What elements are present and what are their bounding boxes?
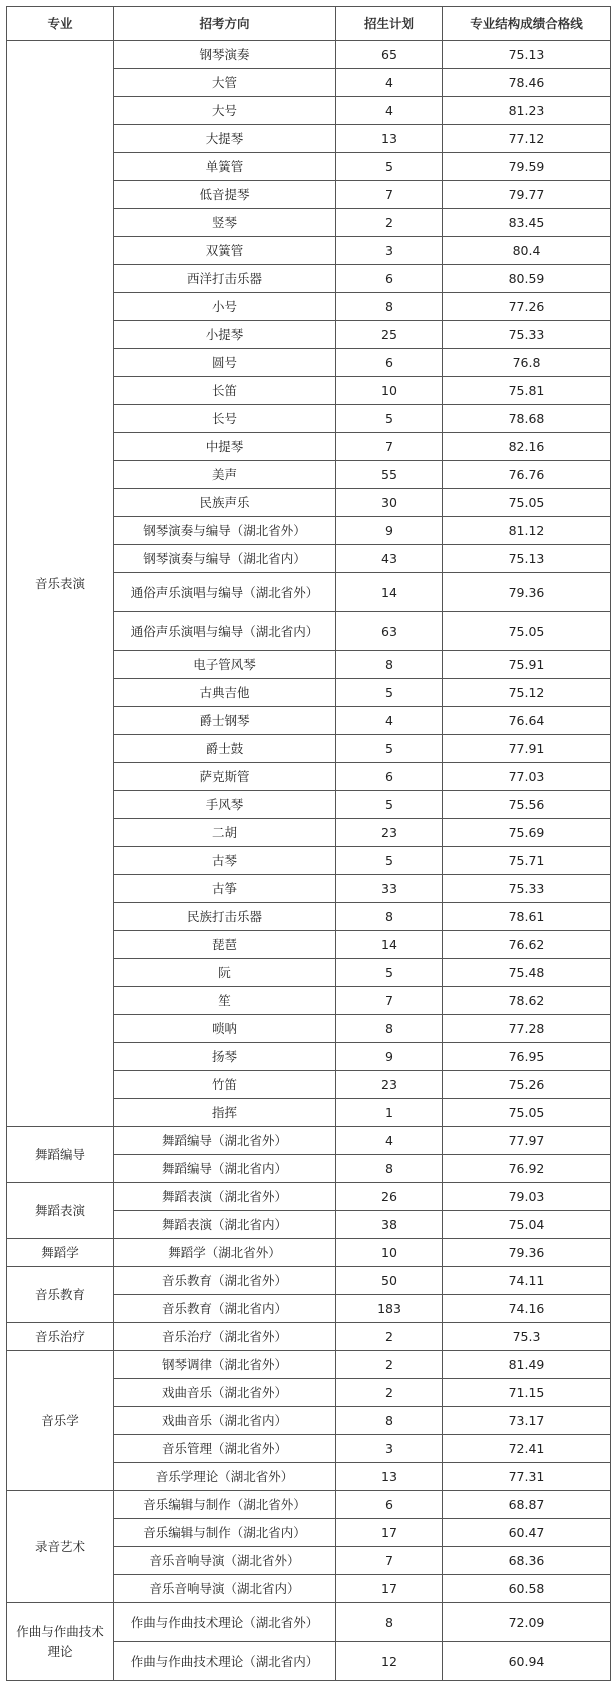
plan-cell: 65: [336, 41, 443, 69]
plan-cell: 43: [336, 545, 443, 573]
plan-cell: 6: [336, 349, 443, 377]
direction-cell: 钢琴调律（湖北省外）: [114, 1351, 336, 1379]
score-cell: 75.04: [443, 1211, 611, 1239]
direction-cell: 笙: [114, 987, 336, 1015]
score-cell: 75.33: [443, 875, 611, 903]
plan-cell: 38: [336, 1211, 443, 1239]
direction-cell: 音乐治疗（湖北省外）: [114, 1323, 336, 1351]
direction-cell: 圆号: [114, 349, 336, 377]
direction-cell: 唢呐: [114, 1015, 336, 1043]
plan-cell: 5: [336, 405, 443, 433]
major-cell: 音乐表演: [7, 41, 114, 1127]
plan-cell: 8: [336, 903, 443, 931]
direction-cell: 指挥: [114, 1099, 336, 1127]
direction-cell: 长笛: [114, 377, 336, 405]
direction-cell: 双簧管: [114, 237, 336, 265]
plan-cell: 5: [336, 847, 443, 875]
table-row: [7, 1603, 611, 1642]
direction-cell: 长号: [114, 405, 336, 433]
score-cell: 74.16: [443, 1295, 611, 1323]
score-cell: 77.91: [443, 735, 611, 763]
score-cell: 75.33: [443, 321, 611, 349]
score-cell: 74.11: [443, 1267, 611, 1295]
major-cell: 舞蹈学: [7, 1239, 114, 1267]
direction-cell: 音乐管理（湖北省外）: [114, 1435, 336, 1463]
score-cell: 79.03: [443, 1183, 611, 1211]
direction-cell: 音乐学理论（湖北省外）: [114, 1463, 336, 1491]
score-cell: 77.28: [443, 1015, 611, 1043]
plan-cell: 9: [336, 517, 443, 545]
plan-cell: 5: [336, 791, 443, 819]
direction-cell: 通俗声乐演唱与编导（湖北省内）: [114, 612, 336, 651]
score-cell: 81.23: [443, 97, 611, 125]
header-plan: 招生计划: [336, 7, 443, 41]
direction-cell: 手风琴: [114, 791, 336, 819]
score-cell: 82.16: [443, 433, 611, 461]
score-cell: 78.46: [443, 69, 611, 97]
plan-cell: 4: [336, 1127, 443, 1155]
score-cell: 77.97: [443, 1127, 611, 1155]
direction-cell: 小提琴: [114, 321, 336, 349]
plan-cell: 7: [336, 433, 443, 461]
score-cell: 75.91: [443, 651, 611, 679]
plan-cell: 10: [336, 377, 443, 405]
score-cell: 77.12: [443, 125, 611, 153]
direction-cell: 戏曲音乐（湖北省内）: [114, 1407, 336, 1435]
header-score: 专业结构成绩合格线: [443, 7, 611, 41]
score-cell: 78.61: [443, 903, 611, 931]
direction-cell: 美声: [114, 461, 336, 489]
score-cell: 77.03: [443, 763, 611, 791]
major-cell: 音乐教育: [7, 1267, 114, 1323]
plan-cell: 4: [336, 707, 443, 735]
plan-cell: 2: [336, 1323, 443, 1351]
direction-cell: 钢琴演奏: [114, 41, 336, 69]
plan-cell: 4: [336, 69, 443, 97]
plan-cell: 7: [336, 1547, 443, 1575]
plan-cell: 5: [336, 735, 443, 763]
score-cell: 76.62: [443, 931, 611, 959]
score-cell: 75.05: [443, 1099, 611, 1127]
plan-cell: 8: [336, 1407, 443, 1435]
table-row: [7, 1267, 611, 1295]
plan-cell: 4: [336, 97, 443, 125]
plan-cell: 5: [336, 153, 443, 181]
score-cell: 79.36: [443, 1239, 611, 1267]
direction-cell: 民族打击乐器: [114, 903, 336, 931]
plan-cell: 1: [336, 1099, 443, 1127]
plan-cell: 30: [336, 489, 443, 517]
direction-cell: 舞蹈表演（湖北省内）: [114, 1211, 336, 1239]
score-cell: 81.12: [443, 517, 611, 545]
score-cell: 76.76: [443, 461, 611, 489]
score-cell: 75.26: [443, 1071, 611, 1099]
direction-cell: 萨克斯管: [114, 763, 336, 791]
table-header: [7, 7, 611, 41]
plan-cell: 55: [336, 461, 443, 489]
score-cell: 71.15: [443, 1379, 611, 1407]
direction-cell: 民族声乐: [114, 489, 336, 517]
plan-cell: 6: [336, 763, 443, 791]
plan-cell: 8: [336, 293, 443, 321]
direction-cell: 音乐教育（湖北省外）: [114, 1267, 336, 1295]
score-cell: 83.45: [443, 209, 611, 237]
direction-cell: 大号: [114, 97, 336, 125]
plan-cell: 7: [336, 181, 443, 209]
plan-cell: 8: [336, 651, 443, 679]
plan-cell: 6: [336, 1491, 443, 1519]
plan-cell: 183: [336, 1295, 443, 1323]
major-cell: 音乐治疗: [7, 1323, 114, 1351]
direction-cell: 音乐音响导演（湖北省内）: [114, 1575, 336, 1603]
plan-cell: 50: [336, 1267, 443, 1295]
major-cell: 录音艺术: [7, 1491, 114, 1603]
plan-cell: 2: [336, 209, 443, 237]
direction-cell: 通俗声乐演唱与编导（湖北省外）: [114, 573, 336, 612]
plan-cell: 8: [336, 1603, 443, 1642]
header-major: 专业: [7, 7, 114, 41]
header-direction: 招考方向: [114, 7, 336, 41]
plan-cell: 25: [336, 321, 443, 349]
score-cell: 80.4: [443, 237, 611, 265]
plan-cell: 14: [336, 931, 443, 959]
plan-cell: 9: [336, 1043, 443, 1071]
direction-cell: 中提琴: [114, 433, 336, 461]
direction-cell: 琵琶: [114, 931, 336, 959]
plan-cell: 5: [336, 959, 443, 987]
score-cell: 75.05: [443, 612, 611, 651]
direction-cell: 爵士鼓: [114, 735, 336, 763]
score-cell: 75.13: [443, 41, 611, 69]
score-cell: 75.69: [443, 819, 611, 847]
plan-cell: 10: [336, 1239, 443, 1267]
table-row: [7, 1183, 611, 1211]
plan-cell: 2: [336, 1351, 443, 1379]
score-cell: 77.31: [443, 1463, 611, 1491]
direction-cell: 舞蹈学（湖北省外）: [114, 1239, 336, 1267]
score-cell: 60.47: [443, 1519, 611, 1547]
direction-cell: 阮: [114, 959, 336, 987]
table-row: [7, 1323, 611, 1351]
direction-cell: 音乐教育（湖北省内）: [114, 1295, 336, 1323]
plan-cell: 17: [336, 1575, 443, 1603]
direction-cell: 戏曲音乐（湖北省外）: [114, 1379, 336, 1407]
table-row: [7, 1491, 611, 1519]
plan-cell: 13: [336, 1463, 443, 1491]
direction-cell: 竖琴: [114, 209, 336, 237]
major-cell: 舞蹈编导: [7, 1127, 114, 1183]
plan-cell: 14: [336, 573, 443, 612]
direction-cell: 古筝: [114, 875, 336, 903]
score-cell: 79.77: [443, 181, 611, 209]
score-cell: 80.59: [443, 265, 611, 293]
score-cell: 73.17: [443, 1407, 611, 1435]
header-row: [7, 7, 611, 41]
direction-cell: 竹笛: [114, 1071, 336, 1099]
score-cell: 79.59: [443, 153, 611, 181]
plan-cell: 23: [336, 819, 443, 847]
direction-cell: 舞蹈编导（湖北省外）: [114, 1127, 336, 1155]
score-cell: 75.81: [443, 377, 611, 405]
score-cell: 75.12: [443, 679, 611, 707]
direction-cell: 钢琴演奏与编导（湖北省内）: [114, 545, 336, 573]
direction-cell: 小号: [114, 293, 336, 321]
direction-cell: 低音提琴: [114, 181, 336, 209]
score-cell: 78.68: [443, 405, 611, 433]
score-cell: 75.13: [443, 545, 611, 573]
score-cell: 76.92: [443, 1155, 611, 1183]
direction-cell: 爵士钢琴: [114, 707, 336, 735]
plan-cell: 7: [336, 987, 443, 1015]
score-cell: 76.95: [443, 1043, 611, 1071]
major-cell: 作曲与作曲技术理论: [7, 1603, 114, 1681]
plan-cell: 12: [336, 1642, 443, 1681]
table-body: [7, 41, 611, 1681]
score-cell: 81.49: [443, 1351, 611, 1379]
plan-cell: 17: [336, 1519, 443, 1547]
score-cell: 76.8: [443, 349, 611, 377]
table-row: [7, 41, 611, 69]
direction-cell: 舞蹈表演（湖北省外）: [114, 1183, 336, 1211]
direction-cell: 扬琴: [114, 1043, 336, 1071]
plan-cell: 2: [336, 1379, 443, 1407]
direction-cell: 电子管风琴: [114, 651, 336, 679]
score-cell: 60.58: [443, 1575, 611, 1603]
plan-cell: 6: [336, 265, 443, 293]
major-cell: 音乐学: [7, 1351, 114, 1491]
plan-cell: 8: [336, 1155, 443, 1183]
direction-cell: 作曲与作曲技术理论（湖北省内）: [114, 1642, 336, 1681]
score-cell: 60.94: [443, 1642, 611, 1681]
direction-cell: 音乐音响导演（湖北省外）: [114, 1547, 336, 1575]
score-cell: 75.05: [443, 489, 611, 517]
major-cell: 舞蹈表演: [7, 1183, 114, 1239]
direction-cell: 作曲与作曲技术理论（湖北省外）: [114, 1603, 336, 1642]
direction-cell: 钢琴演奏与编导（湖北省外）: [114, 517, 336, 545]
direction-cell: 二胡: [114, 819, 336, 847]
direction-cell: 音乐编辑与制作（湖北省内）: [114, 1519, 336, 1547]
table-row: [7, 1127, 611, 1155]
score-cell: 79.36: [443, 573, 611, 612]
plan-cell: 5: [336, 679, 443, 707]
table-row: [7, 1351, 611, 1379]
direction-cell: 古琴: [114, 847, 336, 875]
plan-cell: 8: [336, 1015, 443, 1043]
plan-cell: 13: [336, 125, 443, 153]
plan-cell: 3: [336, 237, 443, 265]
direction-cell: 单簧管: [114, 153, 336, 181]
score-cell: 75.71: [443, 847, 611, 875]
score-cell: 75.48: [443, 959, 611, 987]
plan-cell: 63: [336, 612, 443, 651]
score-cell: 75.3: [443, 1323, 611, 1351]
plan-cell: 26: [336, 1183, 443, 1211]
direction-cell: 音乐编辑与制作（湖北省外）: [114, 1491, 336, 1519]
plan-cell: 33: [336, 875, 443, 903]
direction-cell: 舞蹈编导（湖北省内）: [114, 1155, 336, 1183]
direction-cell: 大提琴: [114, 125, 336, 153]
score-cell: 72.41: [443, 1435, 611, 1463]
score-cell: 78.62: [443, 987, 611, 1015]
score-cell: 72.09: [443, 1603, 611, 1642]
direction-cell: 古典吉他: [114, 679, 336, 707]
table-row: [7, 1239, 611, 1267]
score-cell: 75.56: [443, 791, 611, 819]
direction-cell: 大管: [114, 69, 336, 97]
plan-cell: 23: [336, 1071, 443, 1099]
admission-score-table: [6, 6, 611, 1681]
score-cell: 68.36: [443, 1547, 611, 1575]
plan-cell: 3: [336, 1435, 443, 1463]
score-cell: 77.26: [443, 293, 611, 321]
score-cell: 68.87: [443, 1491, 611, 1519]
direction-cell: 西洋打击乐器: [114, 265, 336, 293]
score-cell: 76.64: [443, 707, 611, 735]
